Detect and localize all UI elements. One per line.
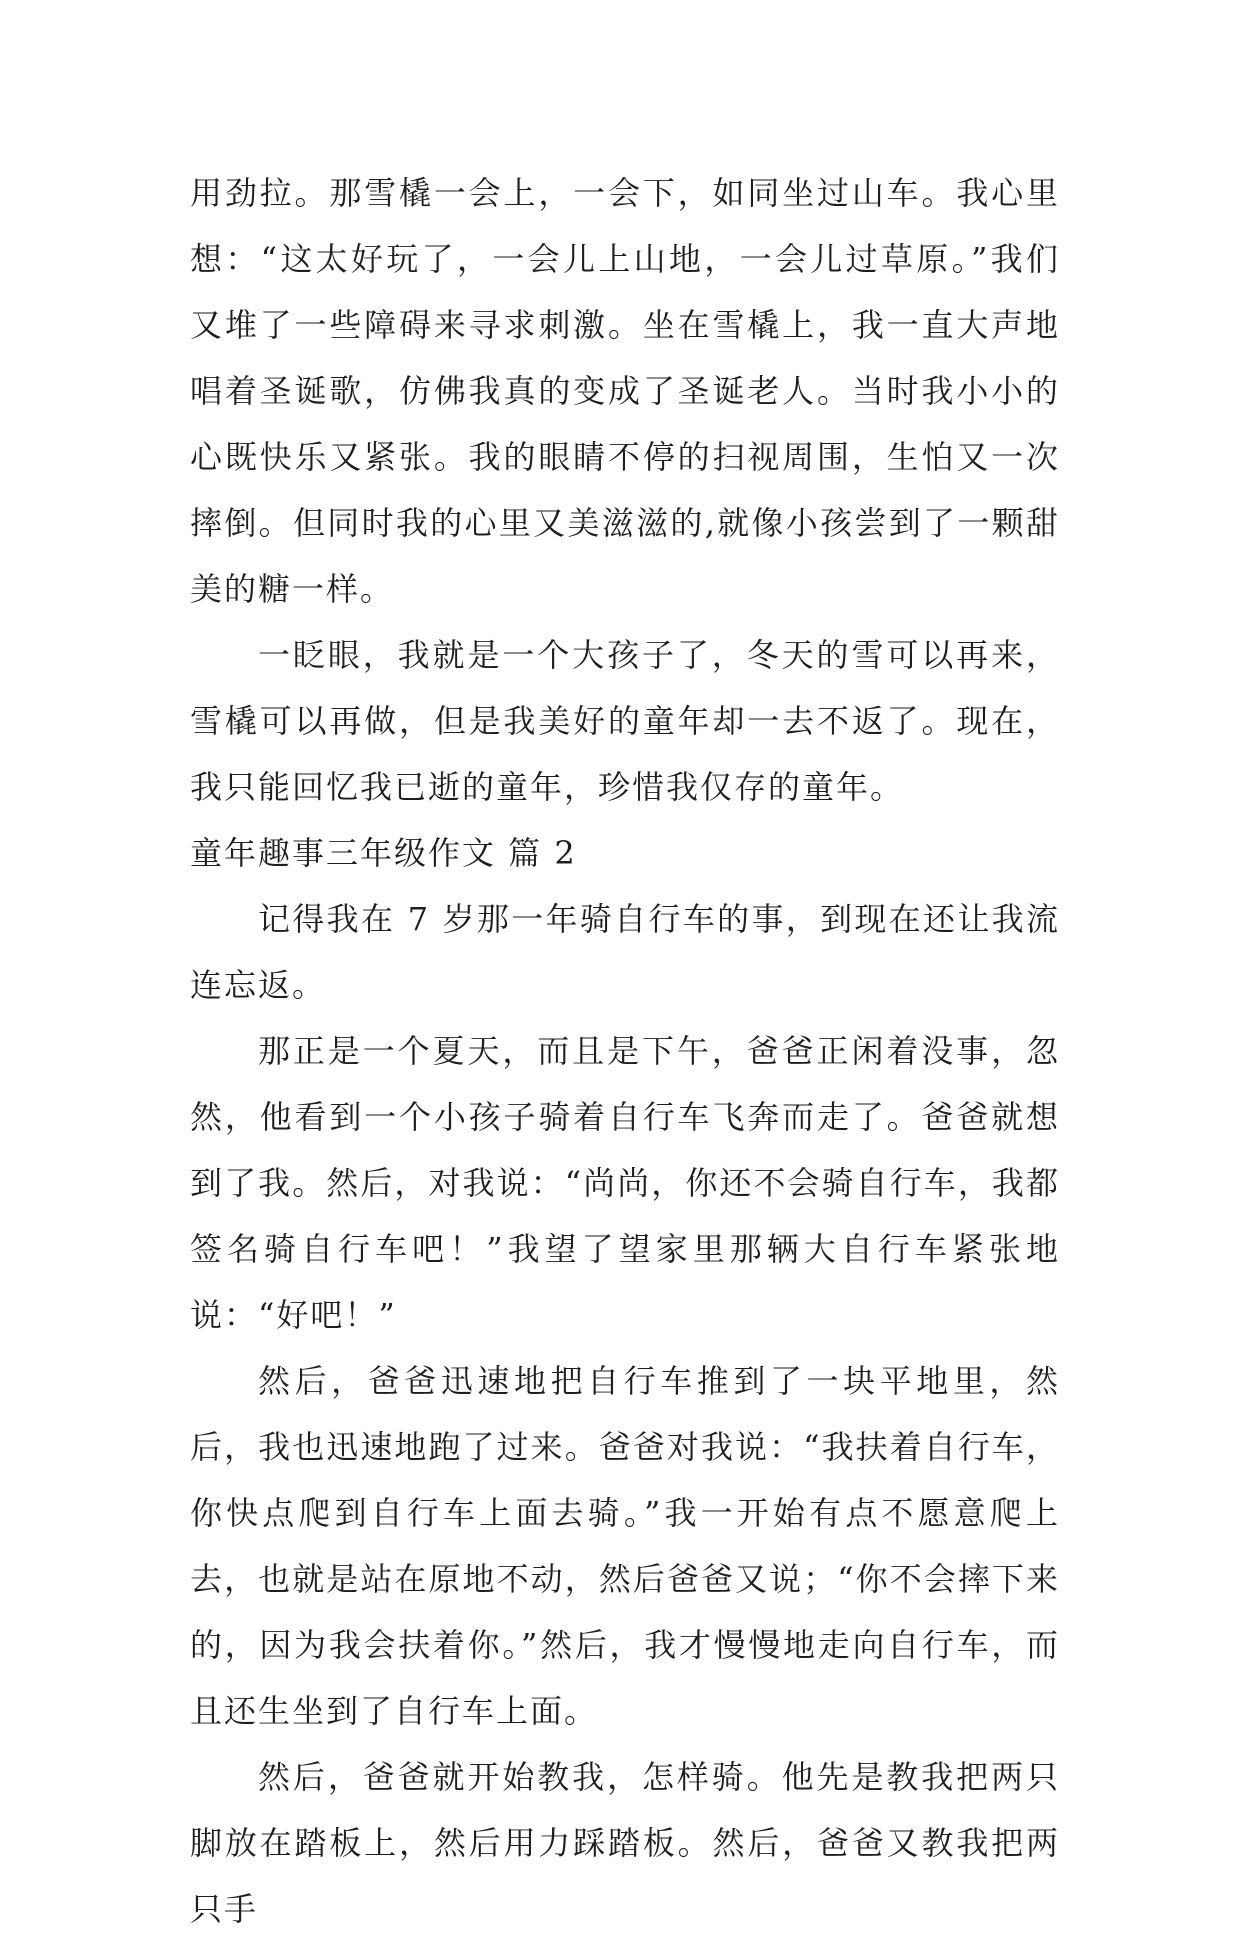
paragraph-flat-ground: 然后，爸爸迅速地把自行车推到了一块平地里，然后，我也迅速地跑了过来。爸爸对我说：“我扶着自行车，你快点爬到自行车上面去骑。”我一开始有点不愿意爬上去，也就是站在原地不动，然后爸爸又说；“你不会摔下来的，因为我会扶着你。”然后，我才慢慢地走向自行车，而且还生坐到了自行车上面。 (190, 1362, 1060, 1730)
paragraph-summer-afternoon: 那正是一个夏天，而且是下午，爸爸正闲着没事，忽然，他看到一个小孩子骑着自行车飞奔而走了。爸爸就想到了我。然后，对我说：“尚尚，你还不会骑自行车，我都签名骑自行车吧！”我望了望家里那辆大自行车紧张地说：“好吧！” (190, 1032, 1060, 1334)
paragraph-childhood-gone: 一眨眼，我就是一个大孩子了，冬天的雪可以再来，雪橇可以再做，但是我美好的童年却一去不返了。现在，我只能回忆我已逝的童年，珍惜我仅存的童年。 (190, 636, 1060, 806)
document-body (190, 160, 1060, 1942)
paragraph-bike-memory: 记得我在 7 岁那一年骑自行车的事，到现在还让我流连忘返。 (190, 900, 1060, 1004)
paragraph-learning-to-ride: 然后，爸爸就开始教我，怎样骑。他先是教我把两只脚放在踏板上，然后用力踩踏板。然后，爸爸又教我把两只手 (190, 1758, 1060, 1928)
paragraph-sledding: 用劲拉。那雪橇一会上，一会下，如同坐过山车。我心里想：“这太好玩了，一会儿上山地，一会儿过草原。”我们又堆了一些障碍来寻求刺激。坐在雪橇上，我一直大声地唱着圣诞歌，仿佛我真的变成了圣诞老人。当时我小小的心既快乐又紧张。我的眼睛不停的扫视周围，生怕又一次摔倒。但同时我的心里又美滋滋的,就像小孩尝到了一颗甜美的糖一样。 (190, 174, 1060, 608)
section-title: 童年趣事三年级作文 篇 2 (190, 834, 577, 872)
